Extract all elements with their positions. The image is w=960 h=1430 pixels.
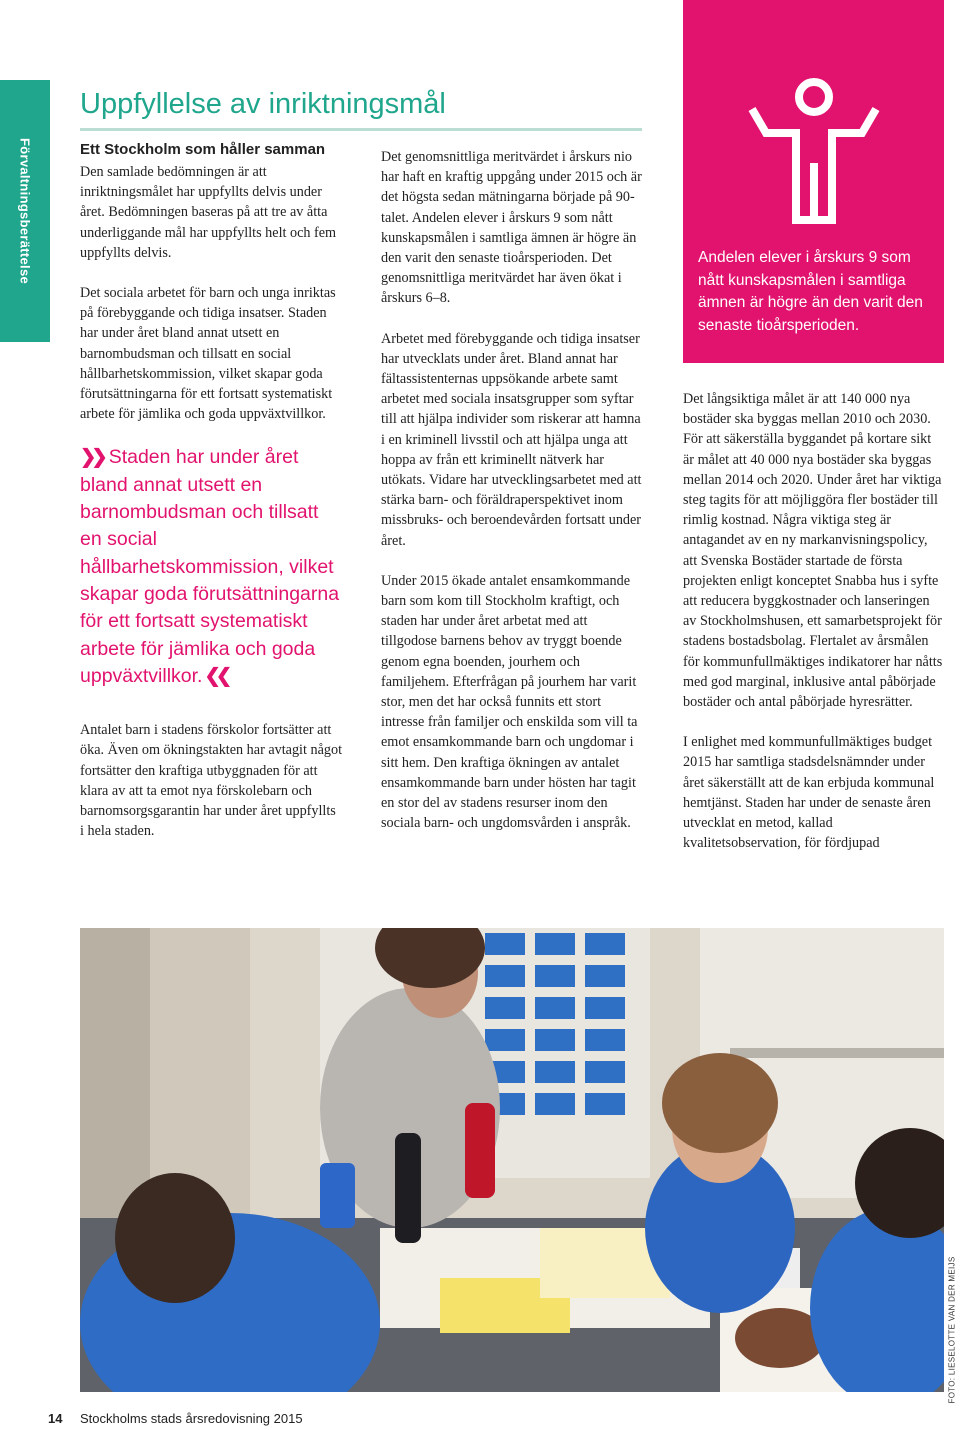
quote-close-icon: ❮❮ <box>204 664 228 687</box>
section-tab <box>0 80 50 342</box>
section-subhead: Ett Stockholm som håller samman <box>80 141 326 158</box>
pull-quote-text: Staden har under året bland annat utsett en barnombudsman och tillsatt en social hållbarhetskommission, vilket skapar goda förutsättningarna för ett fortsatt systematiskt arbete för jämlika och goda uppväxtvillkor. <box>80 446 340 687</box>
quote-open-icon: ❯❯ <box>80 446 103 469</box>
paragraph: Antalet barn i stadens förskolor fortsätter att öka. Även om ökningstakten har avtagit något fortsätter den kraftiga utbyggnaden för att klara av att ta emot nya förskolebarn och barnomsorgsgarantin har under året uppfyllts i hela staden. <box>80 722 343 840</box>
paragraph: Det genomsnittliga meritvärdet i årskurs nio har haft en kraftig uppgång under 2015 och är det högsta sedan mätningarna började på 90-talet. Andelen elever i årskurs 9 som nått kunskapsmålen i samtliga ämnen är högre än den varit den senaste tioårsperioden. Det genomsnittliga meritvärdet har även ökat i årskurs 6–8. <box>381 149 642 307</box>
paragraph: Under 2015 ökade antalet ensamkommande barn som kom till Stockholm kraftigt, och staden har under året arbetat med att tillgodose barnens behov av tryggt boende genom egna boenden, jourhem och familjehem. Efterfrågan på jourhem har varit stor, men det har också funnits ett stort intresse från familjer och enskilda som vill ta emot ensamkommande barn och ungdomar i sitt hem. Den kraftiga ökningen av antalet ensamkommande barn under hösten har tagit en stor del av stadens resurser inom den sociala barn- och ungdomsvården i anspråk. <box>381 572 638 832</box>
title-divider <box>80 128 642 131</box>
photo-credit: FOTO: LIESELOTTE VAN DER MEIJS <box>947 1256 957 1404</box>
person-arms-raised-icon <box>748 75 880 225</box>
paragraph: Arbetet med förebyggande och tidiga insatser har utvecklats under året. Bland annat har fältassistenternas uppsökande arbete samt arbetet med sociala insatsgrupper som syftar till att hjälpa individer som riskerar att hamna i en kriminell livsstil och att hjälpa unga att hoppa av från ett kriminellt nätverk har utökats. Vidare har utvecklingsarbetet med att stärka barn- och föräldraperspektivet inom missbruks- och beroendevården fortsatt under året. <box>381 330 642 549</box>
classroom-photo <box>80 928 944 1392</box>
text-column-2 <box>381 147 643 854</box>
page-number: 14 <box>48 1411 63 1426</box>
paragraph: I enlighet med kommunfullmäktiges budget 2015 har samtliga stadsdelsnämnder under året säkerställt att de kan erbjuda kommunal hemtjänst. Staden har under de senaste åren utvecklat en metod, kallad kvalitetsobservation, för fördjupad <box>683 734 935 852</box>
paragraph: Det långsiktiga målet är att 140 000 nya bostäder ska byggas mellan 2010 och 2030. För att säkerställa byggandet på kortare sikt är målet att 40 000 nya bostäder ska byggas mellan 2014 och 2020. Under året har viktiga steg tagits för att möjliggöra fler bostäder till rimlig kostnad. Några viktiga steg är antagandet av en ny markanvisningspolicy, att Svenska Bostäder startade de första projekten enligt konceptet Snabba hus i syfte att reducera byggkostnader och lanseringen av Stockholmshusen, ett samarbetsprojekt för stadens bostadsbolag. Flertalet av årsmålen för kommunfullmäktiges indikatorer har nåtts med god marginal, inklusive antal påbörjade bostäder och antal påbörjade hyresrätter. <box>683 391 943 711</box>
paragraph: Det sociala arbetet för barn och unga inriktas på förebyggande och tidiga insatser. Staden har under året bland annat utsett en barnombudsman och tillsatt en social hållbarhetskommission, vilket skapar goda förutsättningarna för ett fortsatt systematiskt arbete för jämlika och goda uppväxtvillkor. <box>80 285 336 423</box>
text-column-1 <box>80 140 342 861</box>
classroom-photo-illustration <box>80 928 944 1392</box>
pull-quote <box>80 444 342 690</box>
text-column-3 <box>683 389 945 873</box>
publication-title: Stockholms stads årsredovisning 2015 <box>80 1411 303 1426</box>
section-tab-label: Förvaltningsberättelse <box>17 137 33 285</box>
page-title: Uppfyllelse av inriktningsmål <box>80 88 446 120</box>
highlight-text: Andelen elever i årskurs 9 som nått kunskapsmålen i samtliga ämnen är högre än den varit den senaste tioårsperioden. <box>698 249 923 334</box>
highlight-box <box>683 0 944 363</box>
paragraph: Den samlade bedömningen är att inriktningsmålet har uppfyllts delvis under året. Bedömningen baseras på att tre av åtta underliggande mål har uppfyllts helt och fem uppfyllts delvis. <box>80 164 337 261</box>
